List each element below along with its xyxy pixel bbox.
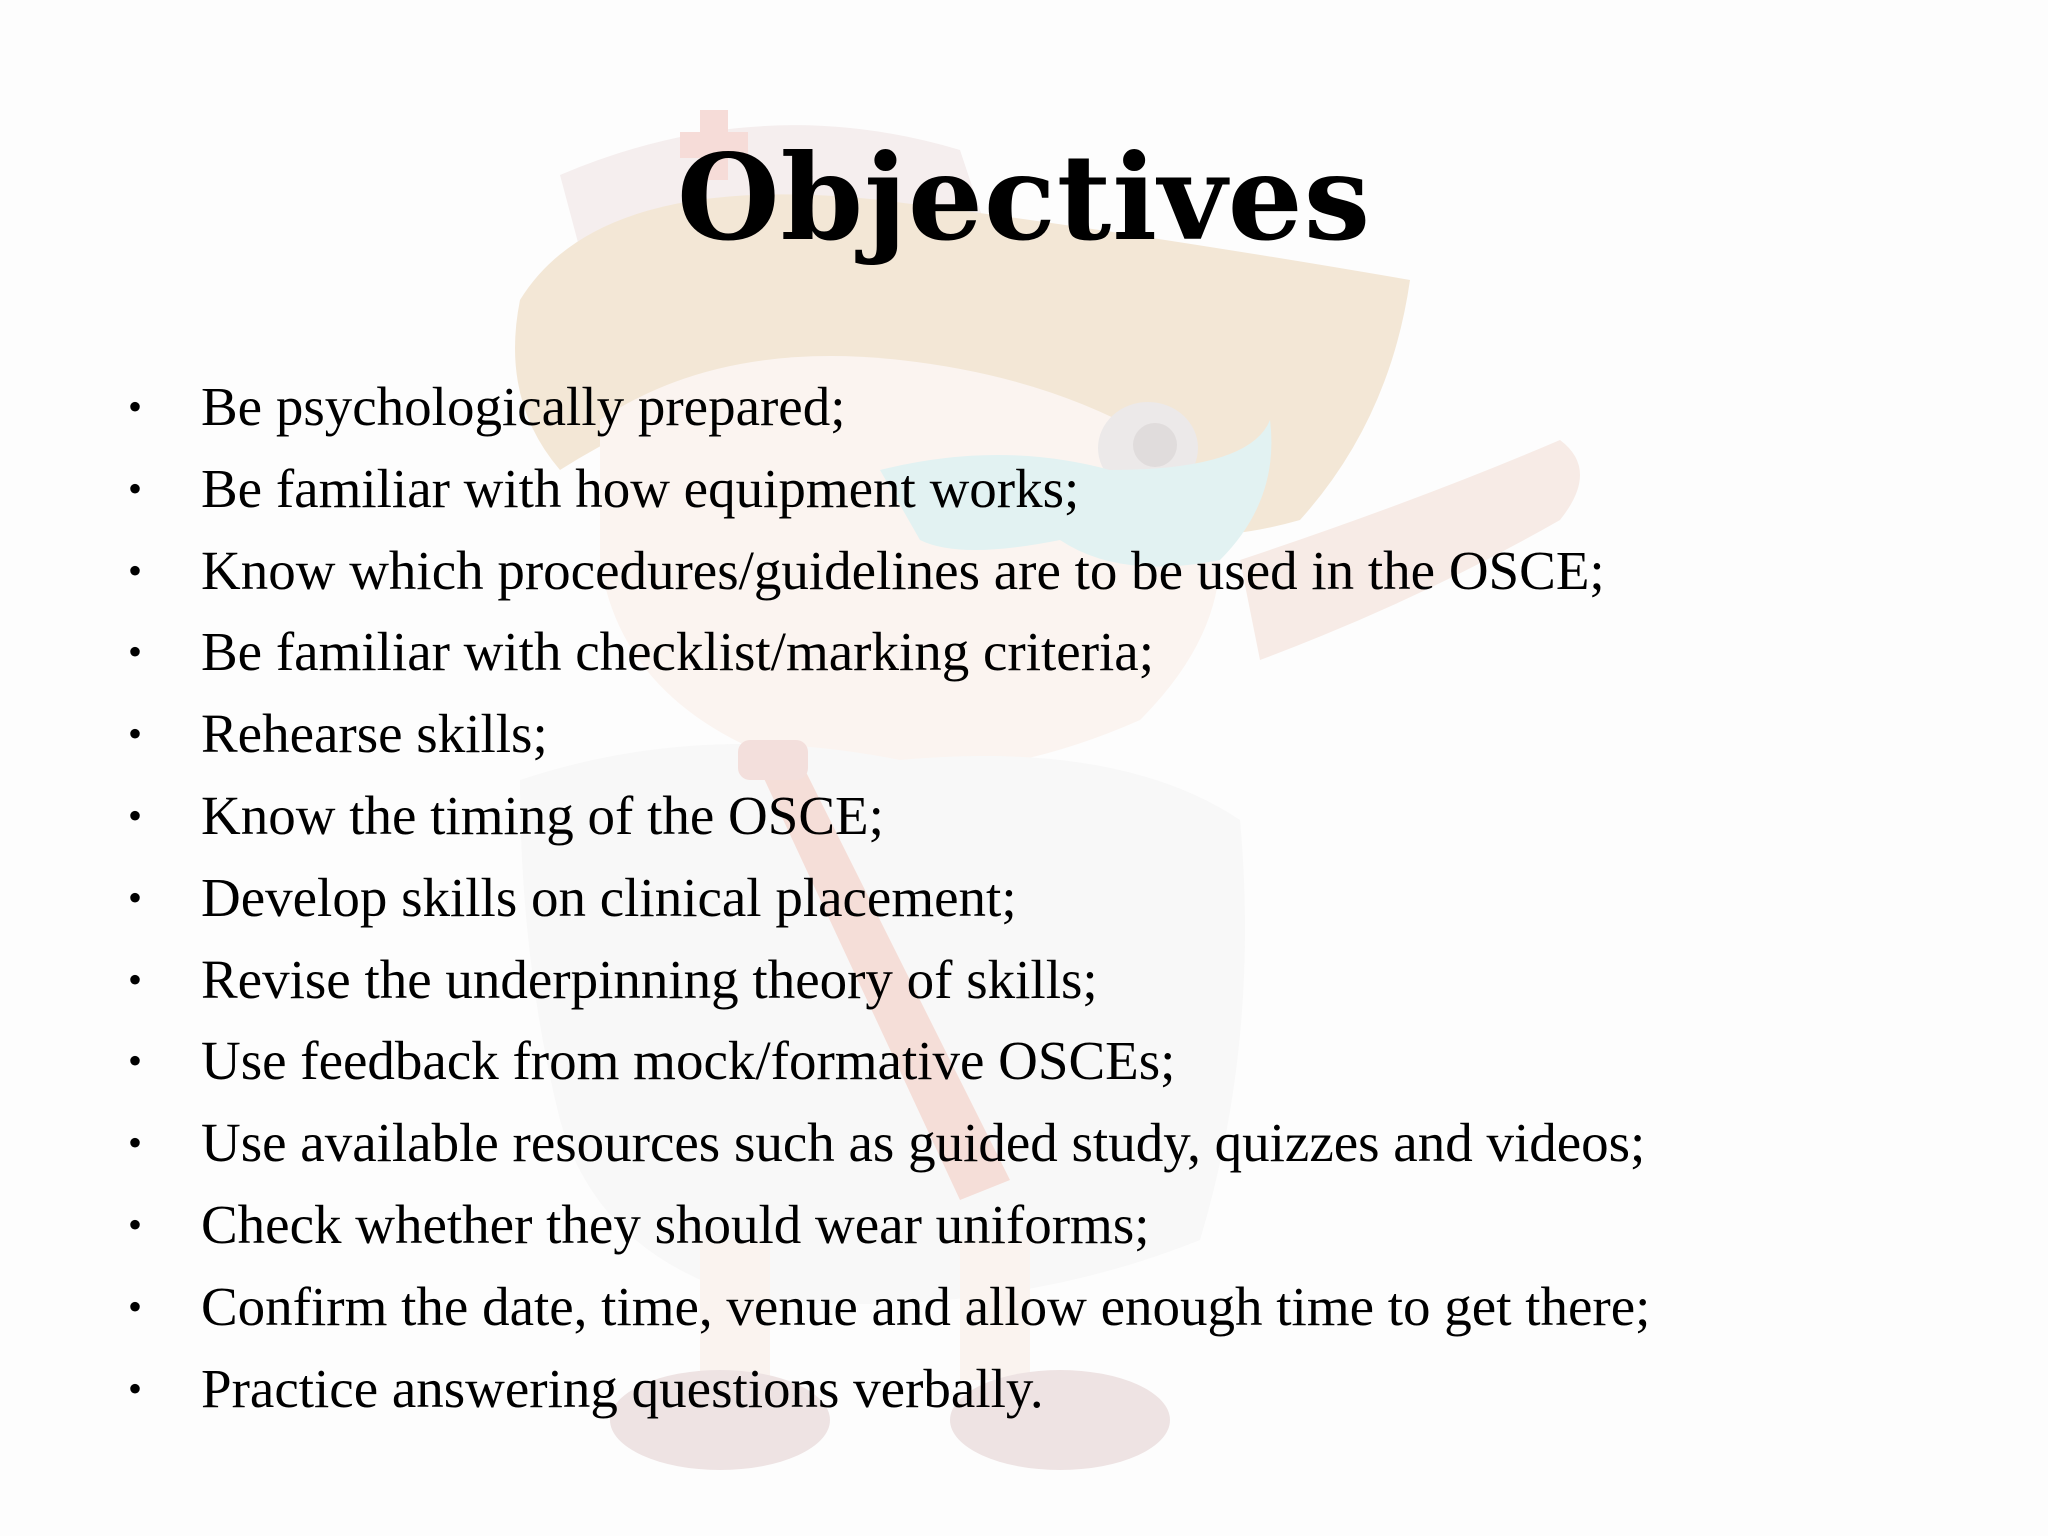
bullet-icon: • xyxy=(127,956,142,1002)
list-item xyxy=(120,857,2000,939)
bullet-icon: • xyxy=(127,1365,142,1411)
list-item-text: Be familiar with how equipment works; xyxy=(201,457,1080,519)
list-item xyxy=(120,1184,2000,1266)
bullet-icon: • xyxy=(127,874,142,920)
list-item xyxy=(120,1020,2000,1102)
bullet-icon: • xyxy=(127,1120,142,1166)
list-item xyxy=(120,366,2000,448)
list-item xyxy=(120,775,2000,857)
objectives-list xyxy=(120,366,2000,1429)
list-item-text: Know which procedures/guidelines are to be used in the OSCE; xyxy=(201,539,1605,601)
list-item-text: Use available resources such as guided study, quizzes and videos; xyxy=(201,1112,1646,1174)
bullet-icon: • xyxy=(127,711,142,757)
slide-title: Objectives xyxy=(676,128,1372,267)
list-item xyxy=(120,693,2000,775)
list-item xyxy=(120,530,2000,612)
bullet-icon: • xyxy=(127,1283,142,1329)
list-item-text: Check whether they should wear uniforms; xyxy=(201,1193,1150,1255)
list-item xyxy=(120,1266,2000,1348)
bullet-icon: • xyxy=(127,465,142,511)
list-item-text: Know the timing of the OSCE; xyxy=(201,784,884,846)
bullet-icon: • xyxy=(127,629,142,675)
bullet-icon: • xyxy=(127,384,142,429)
bullet-icon: • xyxy=(127,547,142,593)
list-item-text: Use feedback from mock/formative OSCEs; xyxy=(201,1030,1176,1092)
list-item-text: Practice answering questions verbally. xyxy=(201,1357,1044,1419)
list-item-text: Rehearse skills; xyxy=(201,703,548,765)
list-item-text: Be familiar with checklist/marking criteria; xyxy=(201,621,1154,683)
bullet-icon: • xyxy=(127,1201,142,1247)
list-item xyxy=(120,1102,2000,1184)
bullet-icon: • xyxy=(127,1038,142,1084)
list-item xyxy=(120,939,2000,1021)
list-item xyxy=(120,611,2000,693)
list-item-text: Develop skills on clinical placement; xyxy=(201,866,1017,928)
list-item-text: Be psychologically prepared; xyxy=(201,376,846,437)
list-item xyxy=(120,448,2000,530)
list-item-text: Confirm the date, time, venue and allow enough time to get there; xyxy=(201,1275,1651,1337)
list-item-text: Revise the underpinning theory of skills; xyxy=(201,948,1098,1010)
bullet-icon: • xyxy=(127,792,142,838)
list-item xyxy=(120,1348,2000,1430)
